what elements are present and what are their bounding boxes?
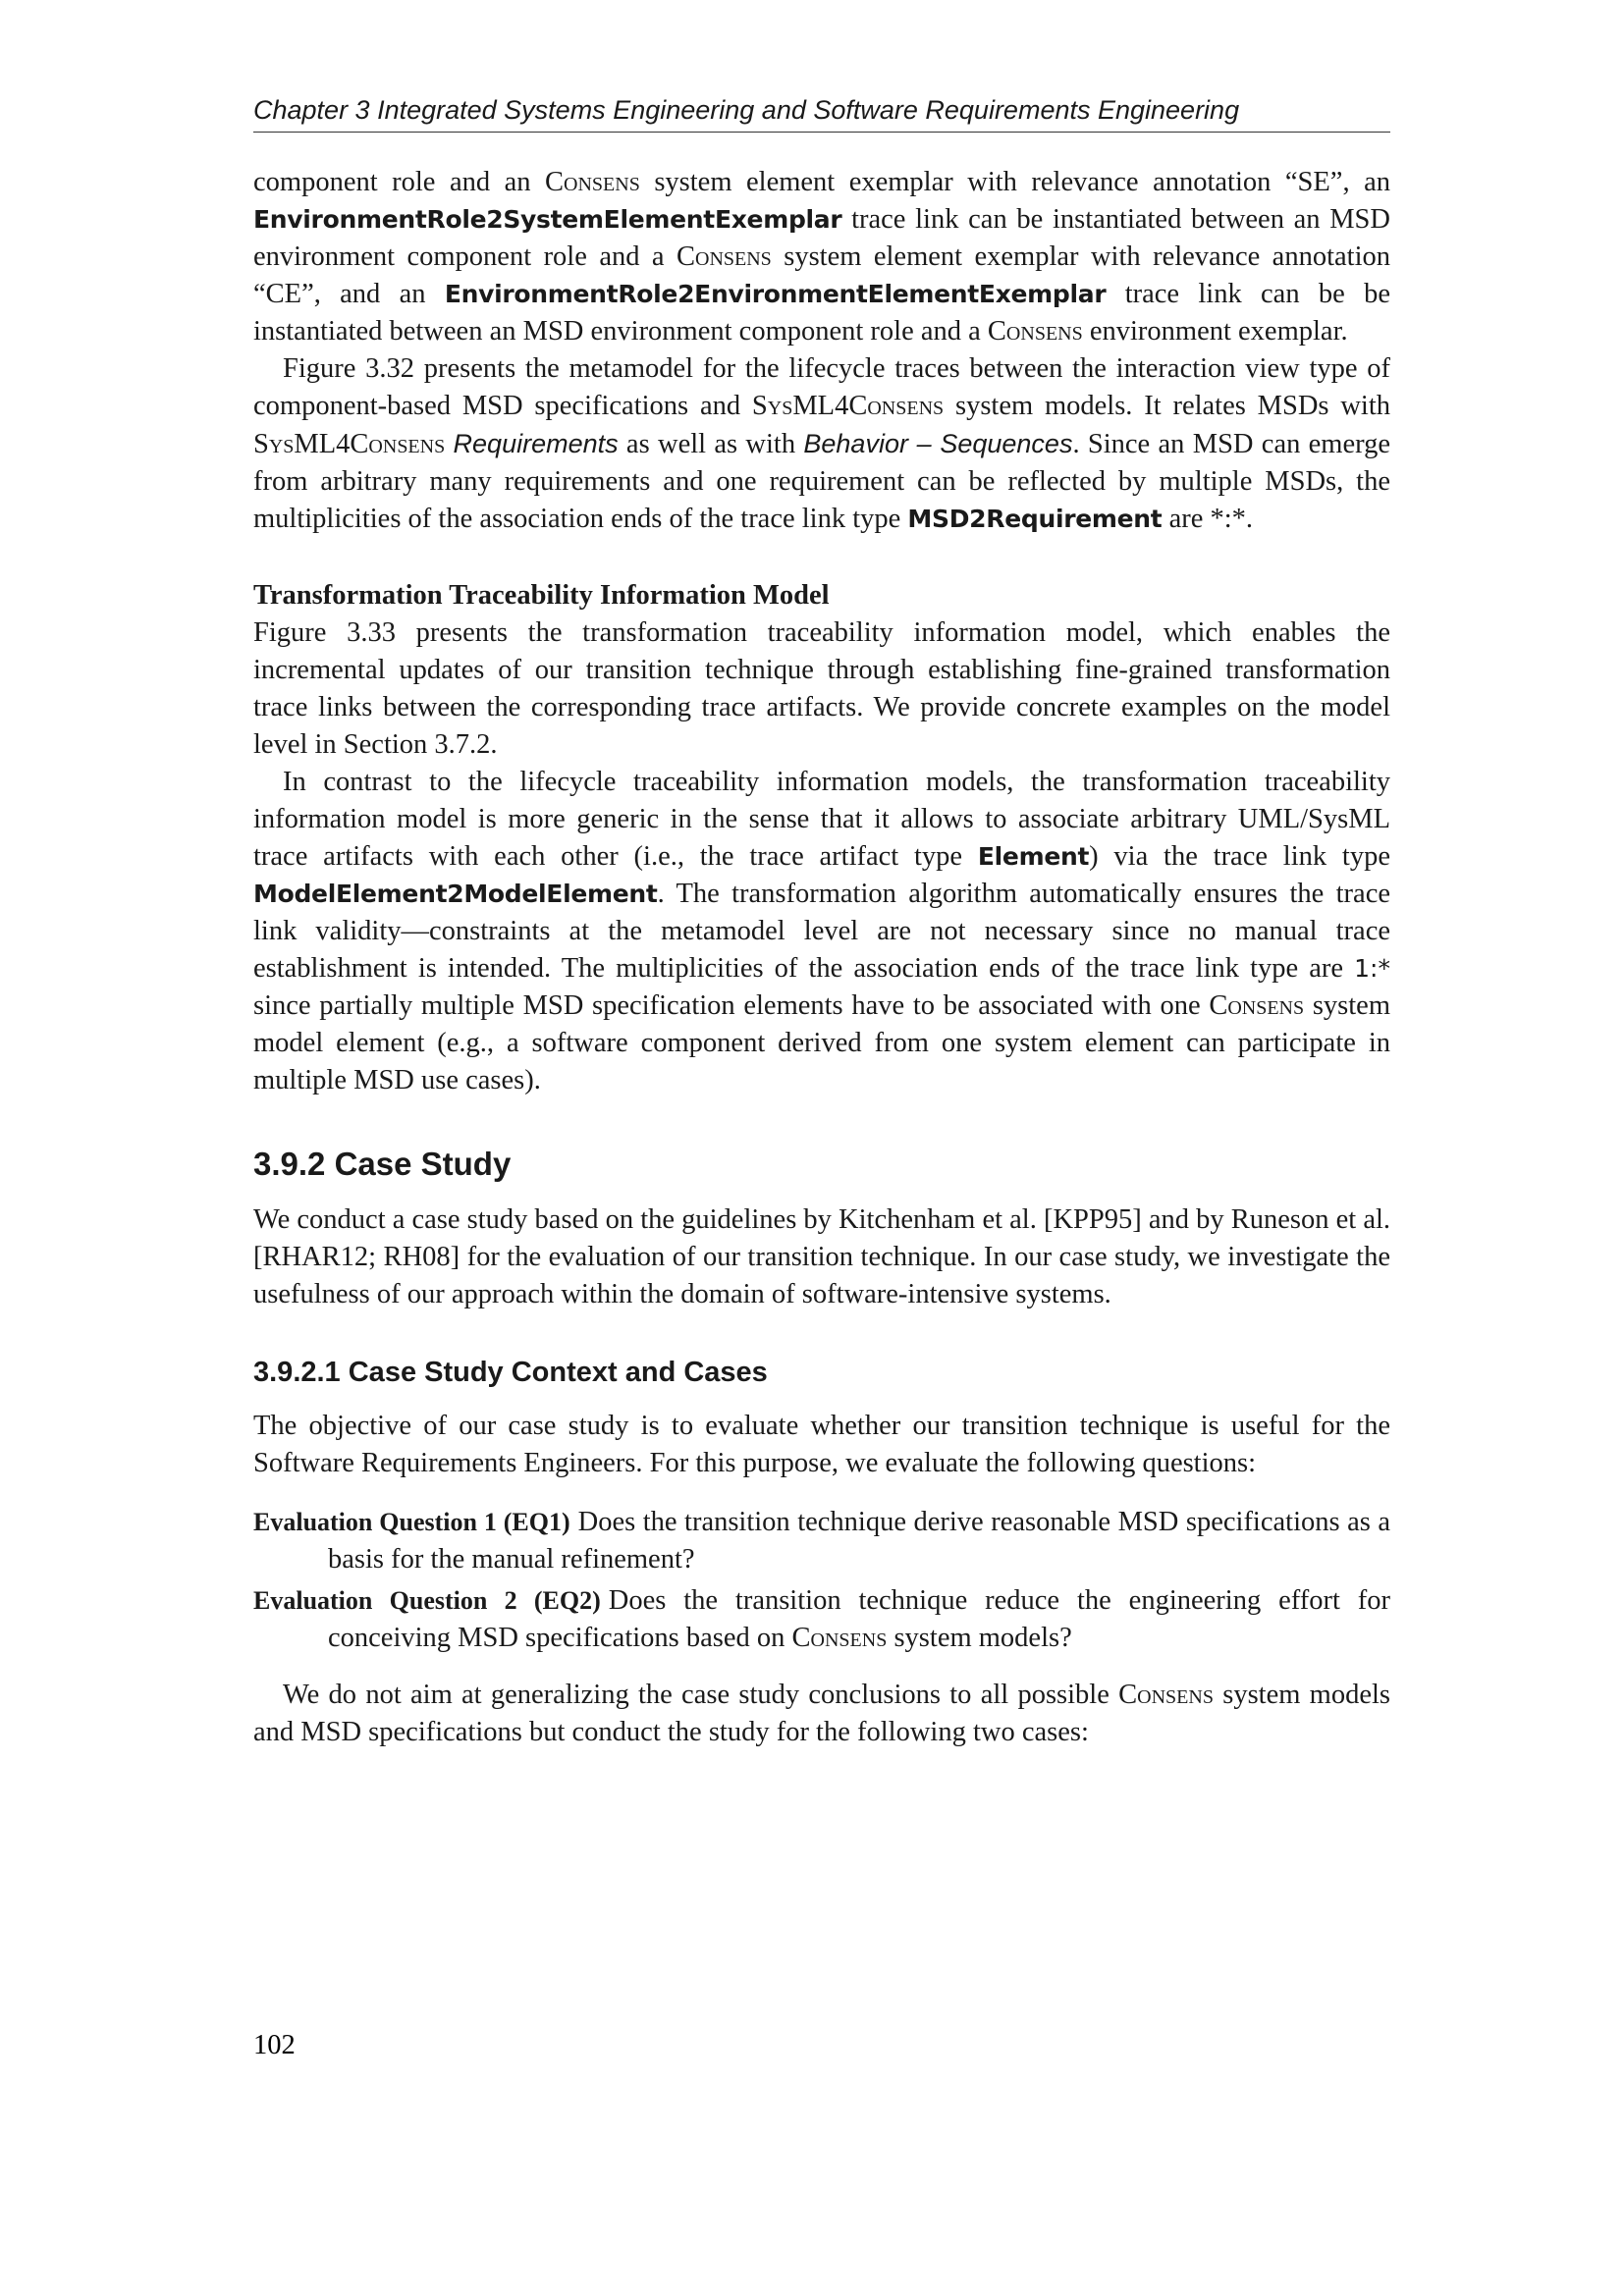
eq-label: Evaluation Question 1 (EQ1) bbox=[253, 1508, 570, 1536]
eq-text: Does the transition technique reduce the engineering effort for conceiving MSD specifications based on bbox=[328, 1585, 1390, 1653]
page-body bbox=[253, 90, 1390, 1751]
text-run: In contrast to the lifecycle traceability information models, the transformation traceability information model is more generic in the sense that it allows to associate arbitrary UML/SysML trace artifacts with each other (i.e., the trace artifact type bbox=[253, 767, 1390, 872]
text-run bbox=[445, 429, 453, 459]
text-run: We do not aim at generalizing the case study conclusions to all possible bbox=[283, 1680, 1119, 1710]
eq-label: Evaluation Question 2 (EQ2) bbox=[253, 1586, 601, 1615]
requirements-term: Requirements bbox=[453, 429, 619, 458]
text-run: . The transformation algorithm automatically ensures the trace link validity—constraints at the metamodel level are not necessary since no manual trace establishment is intended. The multiplicities of the association ends of the trace link type are bbox=[253, 879, 1390, 984]
text-run: system element exemplar with relevance annotation “CE”, and an bbox=[253, 241, 1390, 309]
consens-term: Consens bbox=[677, 241, 772, 272]
eq-text: system models? bbox=[887, 1623, 1072, 1653]
consens-term: Consens bbox=[1209, 990, 1305, 1021]
eq-text: Does the transition technique derive reasonable MSD specifications as a basis for the manual refinement? bbox=[328, 1507, 1390, 1575]
consens-term: Consens bbox=[1118, 1680, 1214, 1710]
trace-link-type: EnvironmentRole2SystemElementExemplar bbox=[253, 205, 842, 234]
text-run: trace link can be be instantiated between an MSD environment component role and a bbox=[253, 279, 1390, 347]
section-heading-case-study: 3.9.2 Case Study bbox=[253, 1146, 512, 1182]
paragraph-objective: The objective of our case study is to evaluate whether our transition technique is useful for the Software Requirements Engineers. For this purpose, we evaluate the following questions: bbox=[253, 1411, 1390, 1478]
text-run: system models and MSD specifications but conduct the study for the following two cases: bbox=[253, 1680, 1390, 1747]
sysml4consens-term: SysML4Consens bbox=[253, 429, 446, 459]
text-run: system model element (e.g., a software component derived from one system element can participate in multiple MSD use cases). bbox=[253, 990, 1390, 1095]
subsection-heading-context: 3.9.2.1 Case Study Context and Cases bbox=[253, 1357, 768, 1388]
running-header: Chapter 3 Integrated Systems Engineering and Software Requirements Engineering bbox=[253, 90, 1390, 133]
text-run: as well as with bbox=[618, 429, 804, 459]
sysml4consens-term: SysML4Consens bbox=[751, 391, 945, 421]
evaluation-questions bbox=[253, 1504, 1390, 1657]
text-run: Figure 3.32 presents the metamodel for the lifecycle traces between the interaction view type of component-based MSD specifications and bbox=[253, 353, 1390, 421]
text-run: ) via the trace link type bbox=[1089, 841, 1390, 872]
consens-term: Consens bbox=[791, 1623, 888, 1653]
paragraph-lifecycle-contrast bbox=[253, 764, 1390, 1099]
trace-link-type: ModelElement2ModelElement bbox=[253, 880, 658, 908]
text-run: system models. It relates MSDs with bbox=[944, 391, 1390, 421]
trace-link-type: MSD2Requirement bbox=[907, 505, 1163, 533]
text-run: component role and an bbox=[253, 167, 546, 197]
text-run: . Since an MSD can emerge from arbitrary many requirements and one requirement can be reflected by multiple MSDs, the multiplicities of the association ends of the trace link type bbox=[253, 429, 1391, 534]
text-run: environment exemplar. bbox=[1082, 316, 1348, 347]
text-run: trace link can be instantiated between an MSD environment component role and a bbox=[253, 204, 1390, 272]
paragraph-trace-links-continued bbox=[253, 164, 1390, 350]
behavior-sequences-term: Behavior – Sequences bbox=[803, 429, 1073, 458]
multiplicity: 1:* bbox=[1354, 954, 1390, 983]
trace-artifact-type: Element bbox=[977, 842, 1090, 871]
run-in-heading: Transformation Traceability Information Model bbox=[253, 580, 830, 611]
paragraph-transformation-model: Figure 3.33 presents the transformation traceability information model, which enables the incremental updates of our transition technique through establishing fine-grained transformation trace links between the corresponding trace artifacts. We provide concrete examples on the model level in Section 3.7.2. bbox=[253, 617, 1390, 760]
paragraph-metamodel-figure bbox=[253, 350, 1390, 538]
text-run: are *:*. bbox=[1162, 504, 1254, 534]
trace-link-type: EnvironmentRole2EnvironmentElementExemplar bbox=[444, 280, 1107, 308]
consens-term: Consens bbox=[545, 167, 640, 197]
evaluation-question-2 bbox=[253, 1582, 1390, 1657]
evaluation-question-1 bbox=[253, 1504, 1390, 1578]
text-run: since partially multiple MSD specification elements have to be associated with one bbox=[253, 990, 1210, 1021]
text-run: system element exemplar with relevance annotation “SE”, an bbox=[639, 167, 1390, 197]
consens-term: Consens bbox=[987, 316, 1083, 347]
paragraph-case-study-intro: We conduct a case study based on the guidelines by Kitchenham et al. [KPP95] and by Runeson et al. [RHAR12; RH08] for the evaluation of our transition technique. In our case study, we investigate the usefulness of our approach within the domain of software-intensive systems. bbox=[253, 1204, 1391, 1309]
page-number: 102 bbox=[253, 2030, 296, 2060]
paragraph-two-cases bbox=[253, 1677, 1390, 1751]
